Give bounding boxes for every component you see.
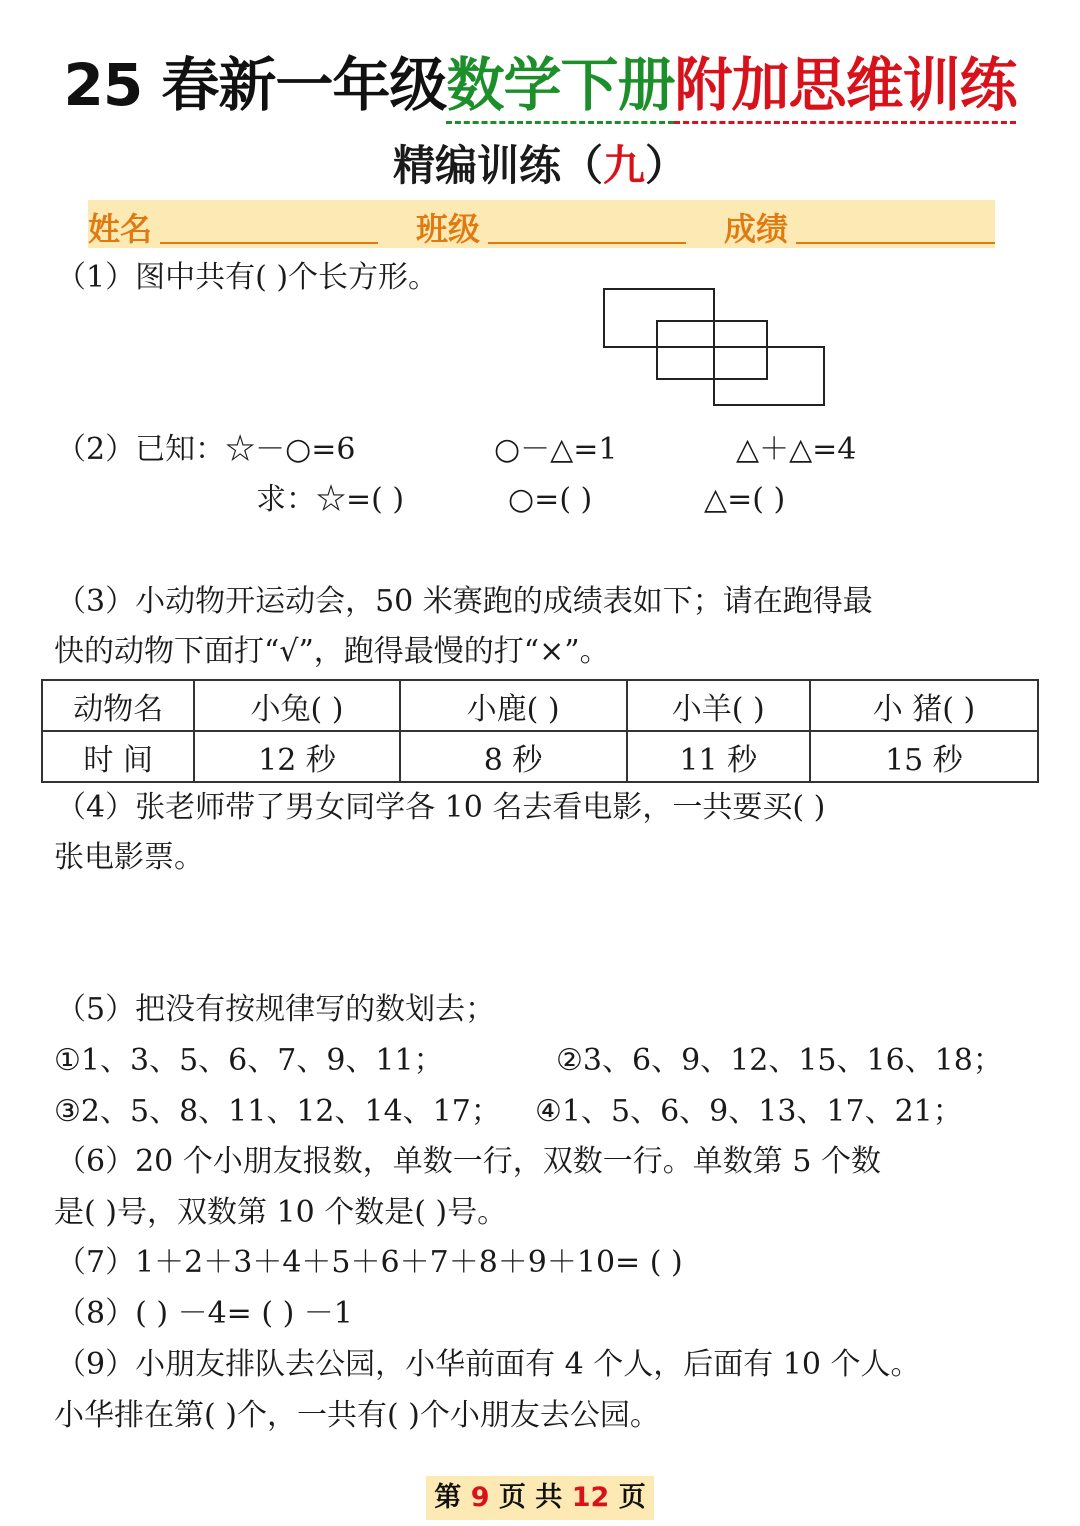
class-label: 班级	[416, 210, 481, 248]
title-part-grade: 25 春新一年级	[63, 51, 447, 119]
total-page-number: 12	[571, 1482, 610, 1513]
table-cell-time: 11 秒	[627, 731, 810, 782]
name-field[interactable]	[160, 242, 378, 244]
table-cell-time: 12 秒	[194, 731, 399, 782]
title-part-training: 附加思维训练	[674, 51, 1016, 124]
question-9-line-1: （9）小朋友排队去公园，小华前面有 4 个人，后面有 10 个人。	[56, 1347, 921, 1382]
subtitle-right: ）	[645, 141, 688, 190]
question-5-title: （5）把没有按规律写的数划去；	[56, 992, 496, 1027]
question-5-item-3: ③2、5、8、11、12、14、17；	[54, 1094, 501, 1129]
footer-word-page: 第	[434, 1482, 462, 1513]
question-7: （7）1＋2＋3＋4＋5＋6＋7＋8＋9＋10= ( )	[56, 1245, 683, 1280]
question-2-given-c: △＋△=4	[736, 432, 857, 467]
table-cell-time: 15 秒	[810, 731, 1038, 782]
footer-word-end: 页	[618, 1482, 646, 1513]
table-cell-deer[interactable]: 小鹿( )	[400, 680, 627, 731]
page-subtitle	[0, 138, 1080, 194]
table-row-animals	[42, 680, 1038, 731]
score-label: 成绩	[724, 210, 789, 248]
question-4-line-1: （4）张老师带了男女同学各 10 名去看电影，一共要买( )	[56, 790, 826, 825]
question-3-line-1: （3）小动物开运动会，50 米赛跑的成绩表如下；请在跑得最	[56, 584, 873, 619]
subtitle-number: 九	[602, 141, 645, 190]
subtitle-left: 精编训练（	[392, 141, 603, 190]
race-score-table	[41, 679, 1039, 783]
rectangle-3	[714, 347, 824, 405]
question-4-line-2: 张电影票。	[54, 840, 204, 875]
question-5-item-4: ④1、5、6、9、13、17、21；	[535, 1094, 963, 1129]
rectangles-figure	[600, 286, 830, 408]
title-part-subject: 数学下册	[446, 51, 674, 124]
name-label: 姓名	[88, 210, 153, 248]
question-2-given-b: ○－△=1	[494, 432, 618, 467]
question-2-find-b: ○=( )	[508, 482, 593, 517]
page-title	[0, 50, 1080, 120]
table-row-times	[42, 731, 1038, 782]
question-1: （1）图中共有( )个长方形。	[56, 260, 439, 295]
rectangle-1	[604, 289, 714, 347]
current-page-number: 9	[470, 1482, 490, 1513]
question-2-find-a: 求：☆=( )	[256, 482, 405, 517]
question-6-line-2: 是( )号，双数第 10 个数是( )号。	[54, 1195, 508, 1230]
question-2-find-c: △=( )	[704, 482, 786, 517]
question-9-line-2: 小华排在第( )个，一共有( )个小朋友去公园。	[54, 1398, 660, 1433]
question-3-line-2: 快的动物下面打“√”，跑得最慢的打“×”。	[54, 634, 610, 669]
question-5-item-1: ①1、3、5、6、7、9、11；	[54, 1043, 444, 1078]
class-field[interactable]	[488, 242, 686, 244]
rectangle-2	[657, 321, 767, 379]
table-header-animal: 动物名	[42, 680, 194, 731]
table-cell-time: 8 秒	[400, 731, 627, 782]
table-cell-sheep[interactable]: 小羊( )	[627, 680, 810, 731]
question-6-line-1: （6）20 个小朋友报数，单数一行，双数一行。单数第 5 个数	[56, 1144, 881, 1179]
table-cell-rabbit[interactable]: 小兔( )	[194, 680, 399, 731]
student-info-bar	[88, 200, 995, 248]
question-2-given-a: （2）已知：☆－○=6	[56, 432, 356, 467]
page-number-footer	[426, 1476, 654, 1520]
footer-word-of: 页 共	[498, 1482, 563, 1513]
question-8: （8）( ) －4= ( ) －1	[56, 1296, 353, 1331]
table-cell-pig[interactable]: 小 猪( )	[810, 680, 1038, 731]
table-header-time: 时 间	[42, 731, 194, 782]
score-field[interactable]	[796, 242, 995, 244]
question-5-item-2: ②3、6、9、12、15、16、18；	[556, 1043, 1003, 1078]
